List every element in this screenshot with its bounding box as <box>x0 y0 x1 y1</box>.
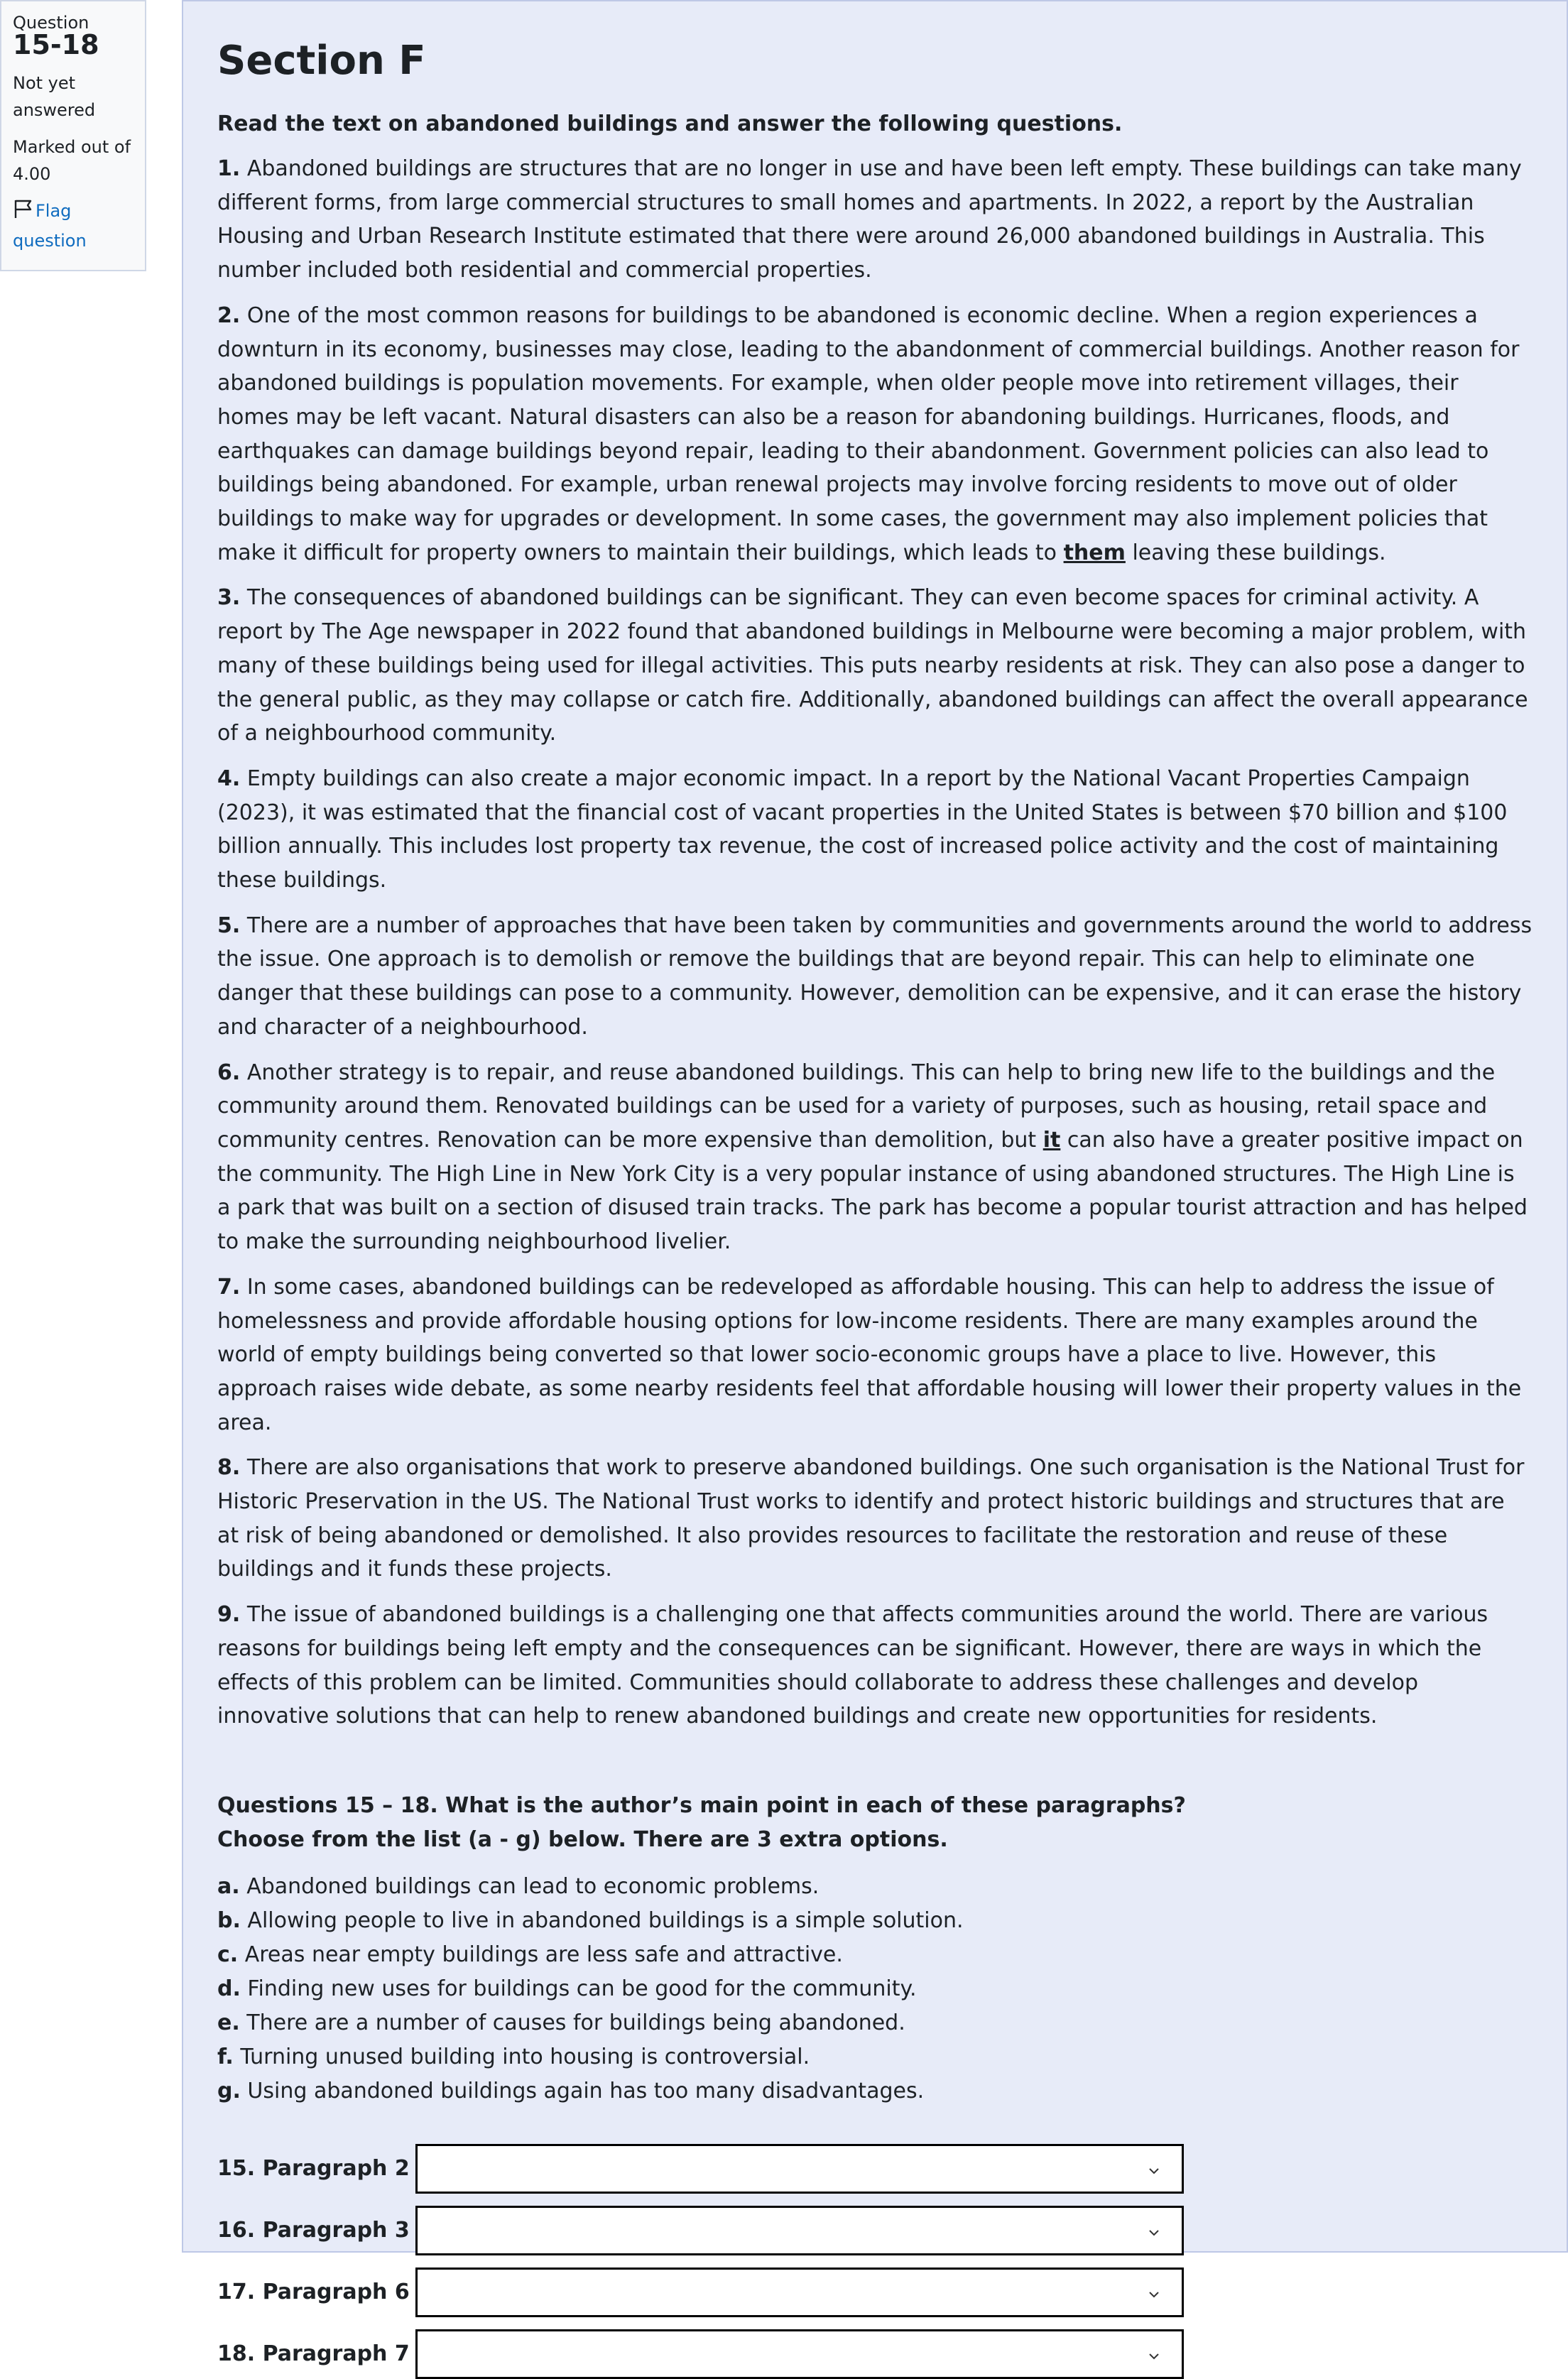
paragraph-number: 4. <box>217 766 241 791</box>
paragraph-number: 2. <box>217 303 241 328</box>
answer-select-18[interactable] <box>415 2329 1184 2379</box>
option-text: Using abandoned buildings again has too many disadvantages. <box>247 2078 925 2103</box>
option-letter: a. <box>217 1873 240 1899</box>
option-letter: b. <box>217 1907 241 1933</box>
paragraph-5 <box>217 909 1532 1045</box>
questions-heading-line-1: Questions 15 – 18. What is the author’s main point in each of these paragraphs? <box>217 1792 1186 1818</box>
option-letter: f. <box>217 2044 234 2069</box>
paragraph-text: Another strategy is to repair, and reuse abandoned buildings. This can help to bring new life to the buildings and the community around them. Renovated buildings can be used for a variety of purposes, such as housing, retail space and community centres. Renovation can be more expensive than demolition, but <box>217 1060 1496 1153</box>
answer-label: 15. Paragraph 2 <box>217 2156 410 2182</box>
underlined-word: them <box>1063 540 1126 565</box>
paragraph-text: In some cases, abandoned buildings can be redeveloped as affordable housing. This can help to address the issue of homelessness and provide affordable housing options for low-income residents. There are many examples around the world of empty buildings being converted so that lower socio-economic groups have a place to live. However, this approach raises wide debate, as some nearby residents feel that affordable housing will lower their property values in the area. <box>217 1274 1522 1435</box>
paragraph-text: can also have a greater positive impact on the community. The High Line in New York City is a very popular instance of using abandoned structures. The High Line is a park that was built on a section of disused train tracks. The park has become a popular tourist attraction and has helped to make the surrounding neighbourhood livelier. <box>217 1127 1528 1255</box>
paragraph-7 <box>217 1270 1532 1440</box>
answer-select-16[interactable] <box>415 2206 1184 2255</box>
question-state: Not yet answered <box>13 73 96 120</box>
flag-question-link[interactable] <box>13 197 134 254</box>
option-a <box>217 1870 1532 1904</box>
option-b <box>217 1904 1532 1938</box>
flag-icon <box>13 198 34 227</box>
paragraph-number: 1. <box>217 156 241 181</box>
question-number-value: 15-18 <box>13 29 99 60</box>
option-d <box>217 1972 1532 2006</box>
chevron-down-icon <box>1148 2350 1160 2363</box>
instructions: Read the text on abandoned buildings and answer the following questions. <box>217 111 1123 136</box>
paragraph-6 <box>217 1056 1532 1259</box>
chevron-down-icon <box>1148 2165 1160 2178</box>
paragraph-text: Abandoned buildings are structures that are no longer in use and have been left empty. These buildings can take many different forms, from large commercial structures to small homes and apartments. In 2022, a report by the Australian Housing and Urban Research Institute estimated that there were around 26,000 abandoned buildings in Australia. This number included both residential and commercial properties. <box>217 156 1522 283</box>
question-label: Question <box>13 13 89 33</box>
option-text: Finding new uses for buildings can be good for the community. <box>247 1976 917 2001</box>
paragraph-number: 7. <box>217 1274 241 1300</box>
option-e <box>217 2006 1532 2040</box>
question-info-panel <box>0 0 146 271</box>
answer-row-15 <box>217 2144 1532 2194</box>
option-letter: d. <box>217 1976 241 2001</box>
options-list <box>217 1870 1532 2108</box>
option-text: Abandoned buildings can lead to economic problems. <box>246 1873 820 1899</box>
answer-select-17[interactable] <box>415 2268 1184 2317</box>
option-text: Turning unused building into housing is controversial. <box>240 2044 810 2069</box>
option-g <box>217 2074 1532 2108</box>
answer-row-18 <box>217 2329 1532 2379</box>
paragraph-9 <box>217 1598 1532 1733</box>
answer-label: 16. Paragraph 3 <box>217 2218 410 2243</box>
option-letter: c. <box>217 1942 239 1967</box>
paragraph-2 <box>217 299 1532 570</box>
question-number <box>13 14 134 58</box>
questions-heading <box>217 1789 1532 1857</box>
questions-heading-line-2: Choose from the list (a - g) below. There are 3 extra options. <box>217 1827 948 1852</box>
option-text: Allowing people to live in abandoned buildings is a simple solution. <box>247 1907 964 1933</box>
answer-label: 17. Paragraph 6 <box>217 2280 410 2305</box>
paragraph-number: 6. <box>217 1060 241 1085</box>
option-text: Areas near empty buildings are less safe and attractive. <box>244 1942 843 1967</box>
paragraph-8 <box>217 1451 1532 1586</box>
paragraph-1 <box>217 152 1532 288</box>
option-letter: e. <box>217 2010 240 2035</box>
question-grade: Marked out of 4.00 <box>13 137 131 184</box>
paragraph-text: One of the most common reasons for buildings to be abandoned is economic decline. When a region experiences a downturn in its economy, businesses may close, leading to the abandonment of commercial buildings. Another reason for abandoned buildings is population movements. For example, when older people move into retirement villages, their homes may be left vacant. Natural disasters can also be a reason for abandoning buildings. Hurricanes, floods, and earthquakes can damage buildings beyond repair, leading to their abandonment. Government policies can also lead to buildings being abandoned. For example, urban renewal projects may involve forcing residents to move out of older buildings to make way for upgrades or development. In some cases, the government may also implement policies that make it difficult for property owners to maintain their buildings, which leads to <box>217 303 1520 565</box>
answer-label: 18. Paragraph 7 <box>217 2341 410 2367</box>
paragraph-text: The issue of abandoned buildings is a challenging one that affects communities around the world. There are various reasons for buildings being left empty and the consequences can be significant. However, there are ways in which the effects of this problem can be limited. Communities should collaborate to address these challenges and develop innovative solutions that can help to renew abandoned buildings and create new opportunities for residents. <box>217 1602 1488 1729</box>
paragraph-3 <box>217 581 1532 751</box>
section-title: Section F <box>217 38 426 84</box>
answer-row-17 <box>217 2268 1532 2317</box>
option-text: There are a number of causes for buildings being abandoned. <box>246 2010 905 2035</box>
paragraph-number: 8. <box>217 1455 241 1481</box>
paragraph-number: 3. <box>217 585 241 611</box>
chevron-down-icon <box>1148 2288 1160 2302</box>
paragraph-number: 9. <box>217 1602 241 1628</box>
answer-row-16 <box>217 2206 1532 2255</box>
answer-selects <box>217 2144 1532 2379</box>
answer-select-15[interactable] <box>415 2144 1184 2194</box>
paragraph-text: leaving these buildings. <box>1132 540 1386 565</box>
paragraph-text: There are a number of approaches that have been taken by communities and governments around the world to address the issue. One approach is to demolish or remove the buildings that are beyond repair. This can help to eliminate one danger that these buildings can pose to a community. However, demolition can be expensive, and it can erase the history and character of a neighbourhood. <box>217 913 1532 1040</box>
underlined-word: it <box>1042 1127 1061 1153</box>
paragraph-number: 5. <box>217 913 241 938</box>
option-letter: g. <box>217 2078 241 2103</box>
flag-question-label[interactable]: Flag question <box>13 201 87 251</box>
paragraph-4 <box>217 762 1532 898</box>
paragraph-text: There are also organisations that work to preserve abandoned buildings. One such organisation is the National Trust for Historic Preservation in the US. The National Trust works to identify and protect historic buildings and structures that are at risk of being abandoned or demolished. It also provides resources to facilitate the restoration and reuse of these buildings and it funds these projects. <box>217 1455 1525 1582</box>
paragraph-text: The consequences of abandoned buildings can be significant. They can even become spaces for criminal activity. A report by The Age newspaper in 2022 found that abandoned buildings in Melbourne were becoming a major problem, with many of these buildings being used for illegal activities. This puts nearby residents at risk. They can also pose a danger to the general public, as they may collapse or catch fire. Additionally, abandoned buildings can affect the overall appearance of a neighbourhood community. <box>217 585 1528 746</box>
paragraph-text: Empty buildings can also create a major economic impact. In a report by the National Vacant Properties Campaign (2023), it was estimated that the financial cost of vacant properties in the United States is between $70 billion and $100 billion annually. This includes lost property tax revenue, the cost of increased police activity and the cost of maintaining these buildings. <box>217 766 1508 893</box>
question-content <box>182 0 1568 2367</box>
option-f <box>217 2040 1532 2074</box>
option-c <box>217 1938 1532 1972</box>
chevron-down-icon <box>1148 2226 1160 2240</box>
